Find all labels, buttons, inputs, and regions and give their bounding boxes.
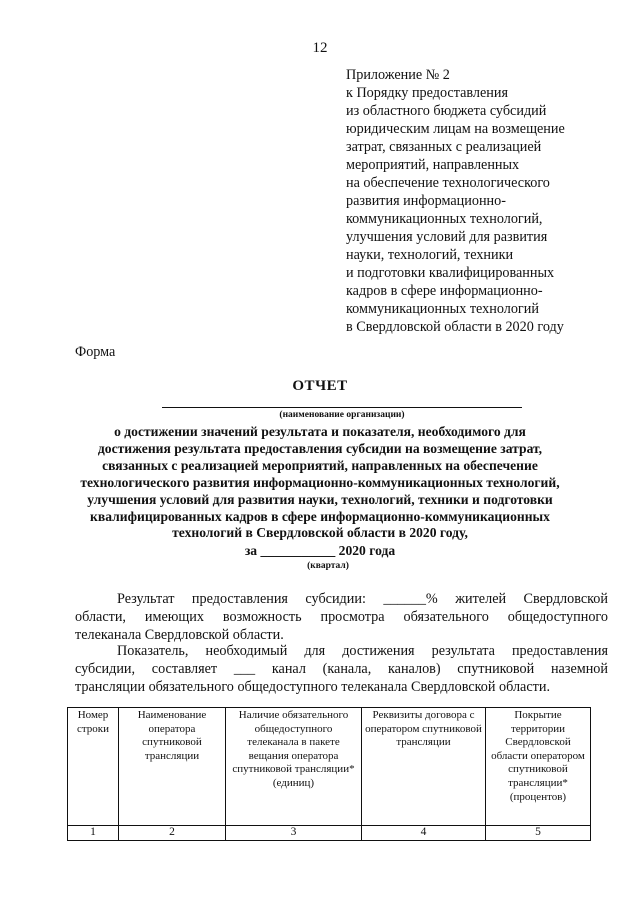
appendix-line: на обеспечение технологического: [346, 175, 550, 191]
appendix-line: науки, технологий, техники: [346, 247, 514, 263]
table-row: [68, 826, 591, 841]
header-contract-details: Реквизиты договора с оператором спутниковой трансляции: [362, 708, 486, 826]
appendix-line: кадров в сфере информационно-: [346, 283, 543, 299]
subtitle-line: о достижении значений результата и показателя, необходимого для: [114, 424, 526, 439]
paragraph-line: трансляции обязательного общедоступного телеканала Свердловской области.: [75, 679, 550, 696]
subtitle-line: квалифицированных кадров в сфере информационно-коммуникационных: [90, 508, 550, 524]
paragraph-line: телеканала Свердловской области.: [75, 627, 284, 644]
paragraph-line: области, имеющих возможность просмотра обязательного общедоступного: [75, 609, 608, 626]
paragraph-line: Результат предоставления субсидии: ______% жителей Свердловской: [117, 591, 608, 607]
paragraph-line: субсидии, составляет ___ канал (канала, каналов) спутниковой наземной: [75, 661, 608, 678]
appendix-line: улучшения условий для развития: [346, 229, 548, 245]
column-number: 3: [226, 826, 362, 841]
header-coverage: Покрытие территории Свердловской области оператором спутниковой трансляции* (процентов): [486, 708, 591, 826]
appendix-line: коммуникационных технологий: [346, 301, 539, 317]
column-number: 5: [486, 826, 591, 841]
period-line: за ___________ 2020 года: [244, 543, 396, 558]
table-header-row: [68, 708, 591, 826]
result-paragraph: [75, 590, 608, 645]
appendix-line: коммуникационных технологий,: [346, 211, 543, 227]
appendix-line: к Порядку предоставления: [346, 85, 508, 101]
appendix-line: и подготовки квалифицированных: [346, 265, 555, 281]
subtitle-line: связанных с реализацией мероприятий, направленных на обеспечение: [102, 457, 538, 473]
header-row-number: Номер строки: [68, 708, 119, 826]
appendix-line: юридическим лицам на возмещение: [346, 121, 565, 137]
report-subtitle: [60, 424, 580, 542]
appendix-line: из областного бюджета субсидий: [346, 103, 547, 119]
organization-name-line: [162, 407, 522, 408]
report-table: [67, 707, 591, 841]
header-operator-name: Наименование оператора спутниковой трансляции: [119, 708, 226, 826]
subtitle-line: улучшения условий для развития науки, технологий, техники и подготовки: [87, 491, 553, 507]
indicator-paragraph: [75, 642, 608, 697]
appendix-line: мероприятий, направленных: [346, 157, 520, 173]
page-number: 12: [312, 40, 328, 56]
appendix-line: развития информационно-: [346, 193, 506, 209]
header-channel-presence: Наличие обязательного общедоступного телеканала в пакете вещания оператора спутниковой трансляции* (единиц): [226, 708, 362, 826]
quarter-caption: (квартал): [307, 561, 349, 571]
organization-caption: (наименование организации): [279, 410, 405, 420]
appendix-line: в Свердловской области в 2020 году: [346, 319, 564, 335]
column-number: 2: [119, 826, 226, 841]
subtitle-line: достижения результата предоставления субсидии на возмещение затрат,: [97, 440, 543, 456]
appendix-block: [346, 66, 626, 336]
subtitle-line: технологий в Свердловской области в 2020 году,: [172, 525, 468, 541]
report-title: ОТЧЕТ: [292, 378, 348, 394]
form-label: Форма: [75, 344, 116, 360]
column-number: 4: [362, 826, 486, 841]
paragraph-line: Показатель, необходимый для достижения результата предоставления: [117, 643, 608, 659]
subtitle-line: технологического развития информационно-коммуникационных технологий,: [80, 474, 560, 490]
appendix-line: Приложение № 2: [346, 67, 450, 83]
appendix-line: затрат, связанных с реализацией: [346, 139, 542, 155]
column-number: 1: [68, 826, 119, 841]
